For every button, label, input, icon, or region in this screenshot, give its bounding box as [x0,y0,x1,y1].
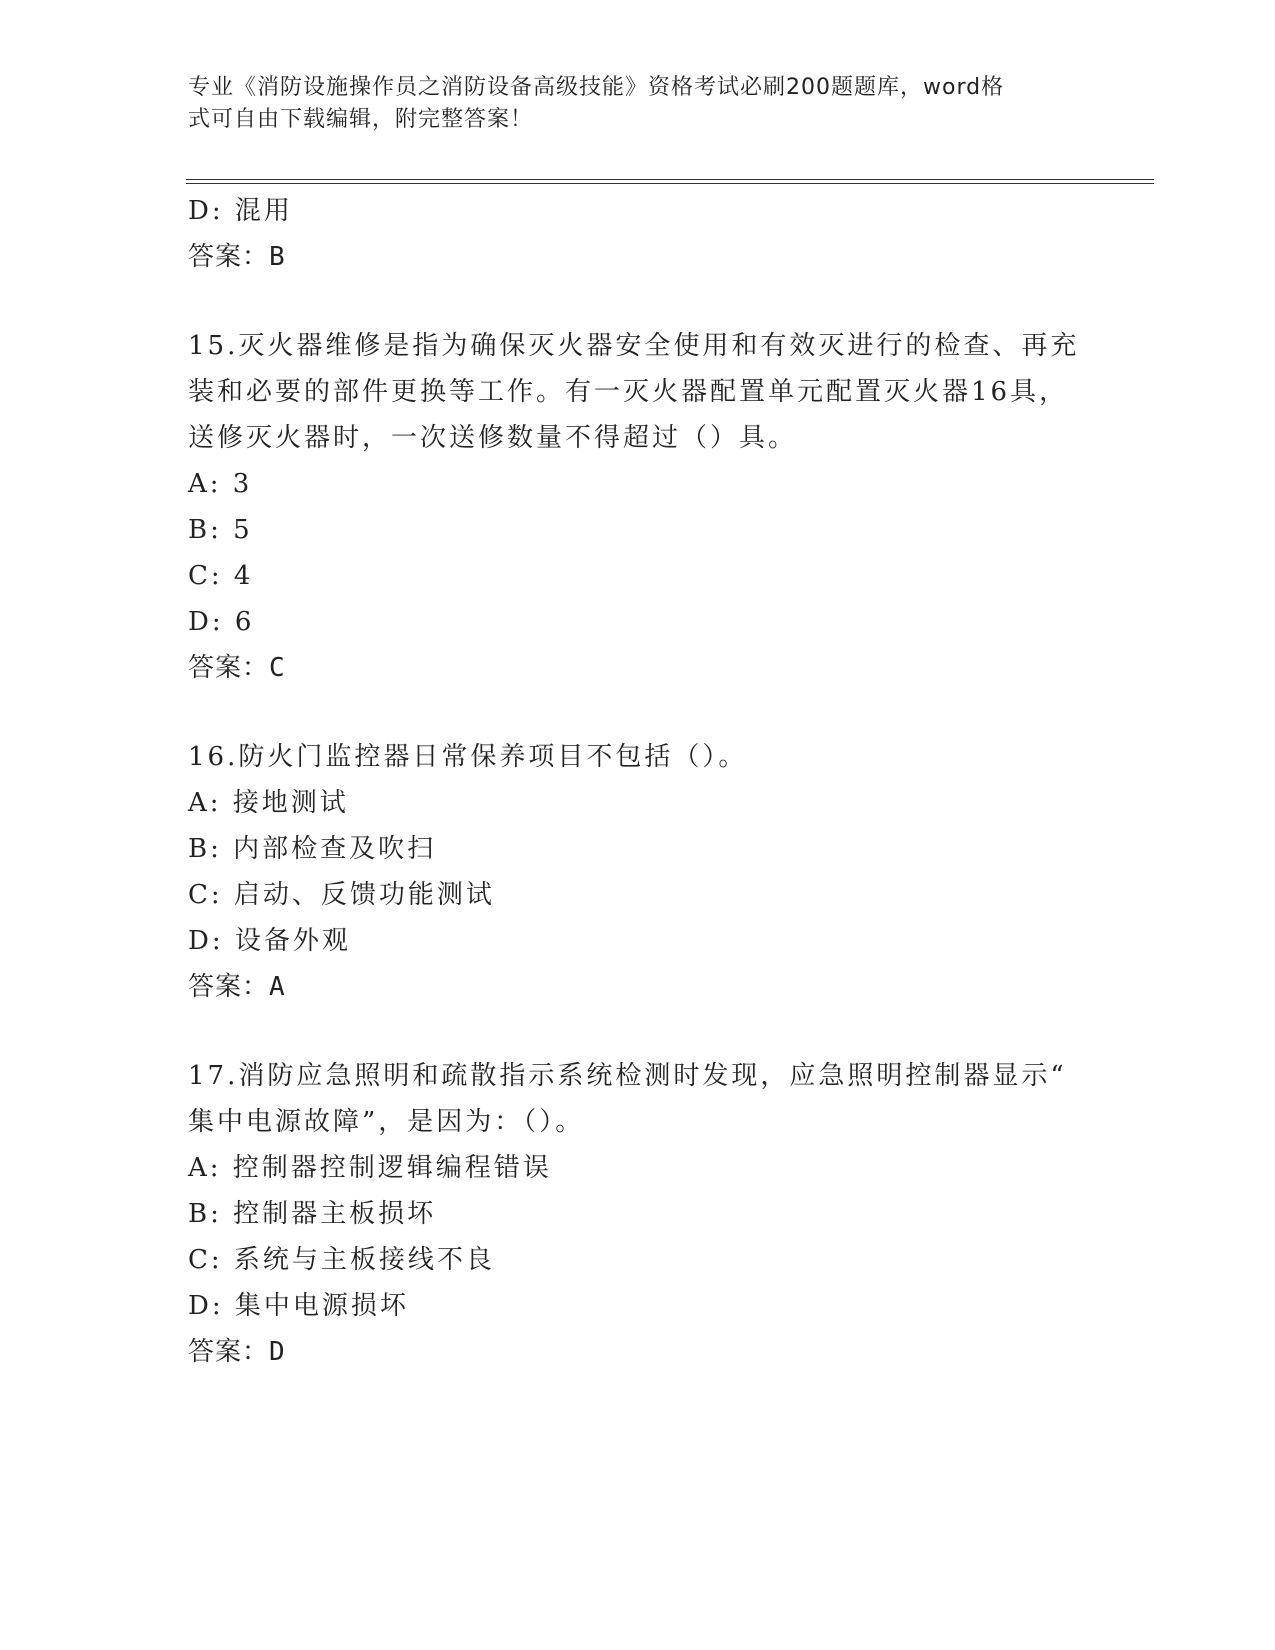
option-a: A: 3 [188,469,253,499]
option-c: C: 系统与主板接线不良 [188,1245,495,1275]
option-b: B: 内部检查及吹扫 [188,834,437,864]
question-stem-line: 16.防火门监控器日常保养项目不包括（）。 [188,742,748,772]
question-stem-line: 17.消防应急照明和疏散指示系统检测时发现，应急照明控制器显示“ [188,1061,1067,1091]
answer: 答案：C [188,653,286,683]
prev-option-d: D: 混用 [188,196,293,226]
question-15 [188,323,1088,691]
question-stem-line: 送修灭火器时，一次送修数量不得超过（）具。 [188,423,798,453]
option-b: B: 控制器主板损坏 [188,1199,437,1229]
option-b: B: 5 [188,515,253,545]
header-line-1: 专业《消防设施操作员之消防设备高级技能》资格考试必刷200题题库，word格 [188,75,1005,100]
header-rule-top [186,179,1154,180]
answer: 答案：A [188,972,286,1002]
option-c: C: 启动、反馈功能测试 [188,880,495,910]
document-header [188,72,1068,136]
option-d: D: 6 [188,607,255,637]
spacer [188,1010,1088,1053]
question-stem-line: 15.灭火器维修是指为确保灭火器安全使用和有效灭进行的检查、再充 [188,331,1080,361]
option-a: A: 接地测试 [188,788,349,818]
answer: 答案：D [188,1337,286,1367]
question-17 [188,1053,1088,1375]
option-d: D: 集中电源损坏 [188,1291,409,1321]
question-stem-line: 装和必要的部件更换等工作。有一灭火器配置单元配置灭火器16具， [188,377,1069,407]
question-16 [188,734,1088,1010]
spacer [188,691,1088,734]
option-a: A: 控制器控制逻辑编程错误 [188,1153,552,1183]
option-c: C: 4 [188,561,254,591]
question-stem-line: 集中电源故障”，是因为：（）。 [188,1107,585,1137]
header-line-2: 式可自由下载编辑，附完整答案！ [188,107,534,132]
spacer [188,280,1088,323]
prev-answer: 答案：B [188,242,286,272]
header-rule-bottom [186,183,1154,184]
question-content [188,188,1088,1375]
option-d: D: 设备外观 [188,926,351,956]
